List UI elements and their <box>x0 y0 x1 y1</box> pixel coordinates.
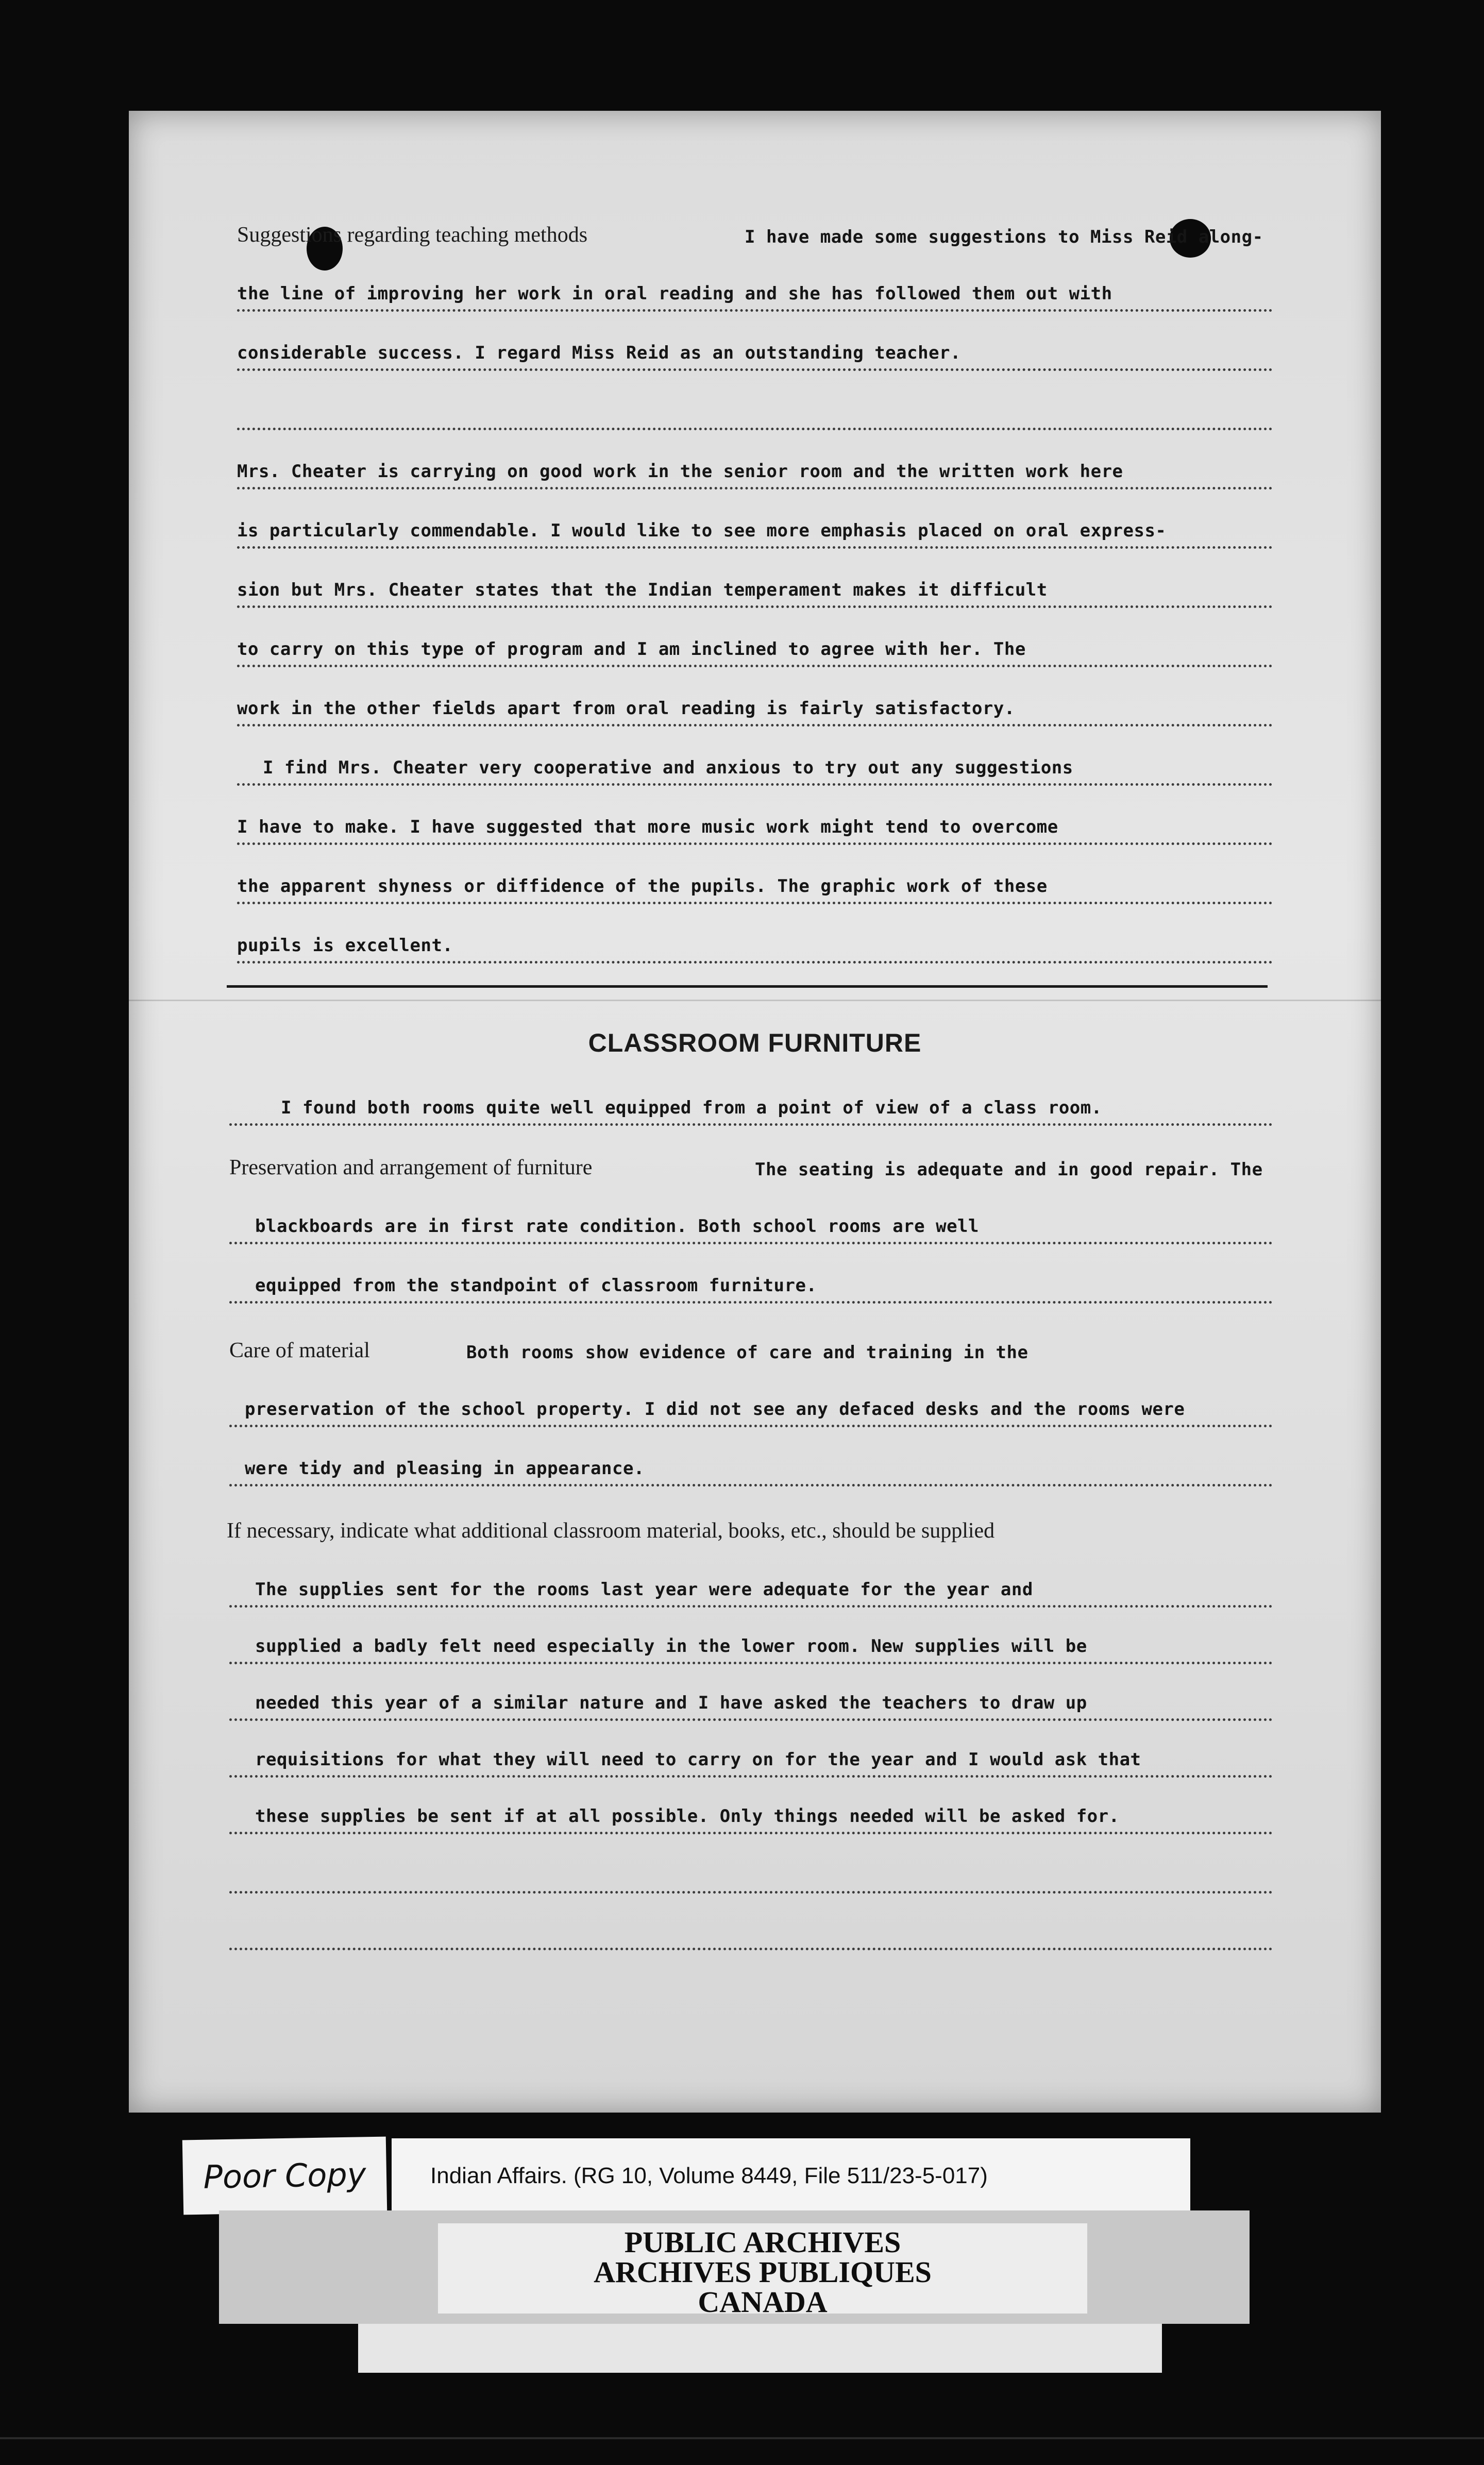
report-page <box>129 111 1381 2113</box>
typed-text: The supplies sent for the rooms last year were adequate for the year and <box>255 1579 1033 1600</box>
typed-text: I have to make. I have suggested that more music work might tend to overcome <box>237 817 1058 837</box>
teaching-line <box>237 556 1273 608</box>
teaching-line <box>237 675 1273 727</box>
archive-stamp <box>438 2223 1087 2319</box>
teaching-line <box>237 260 1273 312</box>
stamp-line: CANADA <box>698 2285 828 2319</box>
teaching-line <box>237 438 1273 489</box>
typed-text: needed this year of a similar nature and I have asked the teachers to draw up <box>255 1693 1087 1713</box>
typed-text: equipped from the standpoint of classroom furniture. <box>255 1275 817 1296</box>
footer-strip <box>358 2324 1162 2373</box>
teaching-methods-label: Suggestions regarding teaching methods <box>237 223 588 247</box>
classroom-furniture-heading: CLASSROOM FURNITURE <box>588 1028 922 1057</box>
teaching-line <box>237 319 1273 371</box>
typed-text: I found both rooms quite well equipped from a point of view of a class room. <box>281 1098 1102 1118</box>
furniture-line <box>229 1613 1273 1664</box>
stamp-line: PUBLIC ARCHIVES <box>624 2225 901 2259</box>
typed-text: pupils is excellent. <box>237 935 453 956</box>
stamp-line: ARCHIVES PUBLIQUES <box>594 2255 932 2289</box>
furniture-line <box>229 1556 1273 1608</box>
typed-text: work in the other fields apart from oral reading is fairly satisfactory. <box>237 698 1015 719</box>
furniture-line <box>229 1842 1273 1894</box>
citation-text: Indian Affairs. (RG 10, Volume 8449, File 511/23-5-017) <box>430 2163 988 2188</box>
furniture-line <box>229 1726 1273 1778</box>
teaching-line <box>237 853 1273 904</box>
typed-text: were tidy and pleasing in appearance. <box>245 1458 645 1479</box>
furniture-line <box>229 1376 1273 1427</box>
typed-text: sion but Mrs. Cheater states that the Indian temperament makes it difficult <box>237 580 1048 600</box>
archive-citation <box>392 2138 1190 2213</box>
typed-text: the apparent shyness or diffidence of the pupils. The graphic work of these <box>237 876 1048 897</box>
typed-text: blackboards are in first rate condition. Both school rooms are well <box>255 1216 979 1237</box>
furniture-line <box>229 1669 1273 1721</box>
teaching-line <box>237 379 1273 430</box>
furniture-line <box>227 1499 1273 1548</box>
typed-text: supplied a badly felt need especially in the lower room. New supplies will be <box>255 1636 1087 1657</box>
typed-text: considerable success. I regard Miss Reid as an outstanding teacher. <box>237 343 961 363</box>
typed-text: is particularly commendable. I would like to see more emphasis placed on oral express- <box>237 520 1167 541</box>
typed-text: to carry on this type of program and I am inclined to agree with her. The <box>237 639 1026 660</box>
page-fold <box>129 1000 1381 1001</box>
care-label: Care of material <box>229 1339 370 1362</box>
supplies-label: If necessary, indicate what additional classroom material, books, etc., should be supplied <box>227 1519 995 1543</box>
furniture-line <box>229 1435 1273 1487</box>
furniture-line <box>229 1783 1273 1834</box>
film-edge <box>0 2437 1484 2439</box>
poor-copy-note: Poor Copy <box>182 2137 387 2215</box>
furniture-line <box>229 1252 1273 1304</box>
teaching-line <box>237 497 1273 549</box>
typed-text: preservation of the school property. I did not see any defaced desks and the rooms were <box>245 1399 1185 1420</box>
typed-text: Mrs. Cheater is carrying on good work in the senior room and the written work here <box>237 461 1123 482</box>
typed-text: the line of improving her work in oral reading and she has followed them out with <box>237 283 1112 304</box>
typed-text: I find Mrs. Cheater very cooperative and anxious to try out any suggestions <box>263 757 1073 778</box>
teaching-line <box>237 734 1273 786</box>
typed-text: these supplies be sent if at all possible. Only things needed will be asked for. <box>255 1806 1120 1827</box>
section-divider <box>227 985 1268 988</box>
typed-text: Both rooms show evidence of care and training in the <box>466 1342 1028 1363</box>
teaching-line <box>237 793 1273 845</box>
furniture-line <box>229 1193 1273 1244</box>
preservation-label: Preservation and arrangement of furniture <box>229 1156 593 1179</box>
typed-text: requisitions for what they will need to carry on for the year and I would ask that <box>255 1749 1141 1770</box>
typed-text: The seating is adequate and in good repair. The <box>755 1159 1263 1180</box>
furniture-line <box>229 1899 1273 1950</box>
furniture-line <box>229 1074 1273 1126</box>
teaching-line <box>237 204 1273 252</box>
furniture-line <box>229 1136 1273 1185</box>
furniture-line <box>229 1319 1273 1368</box>
typed-text: I have made some suggestions to Miss Reid along- <box>745 227 1263 247</box>
teaching-line <box>237 616 1273 667</box>
teaching-line <box>237 912 1273 964</box>
